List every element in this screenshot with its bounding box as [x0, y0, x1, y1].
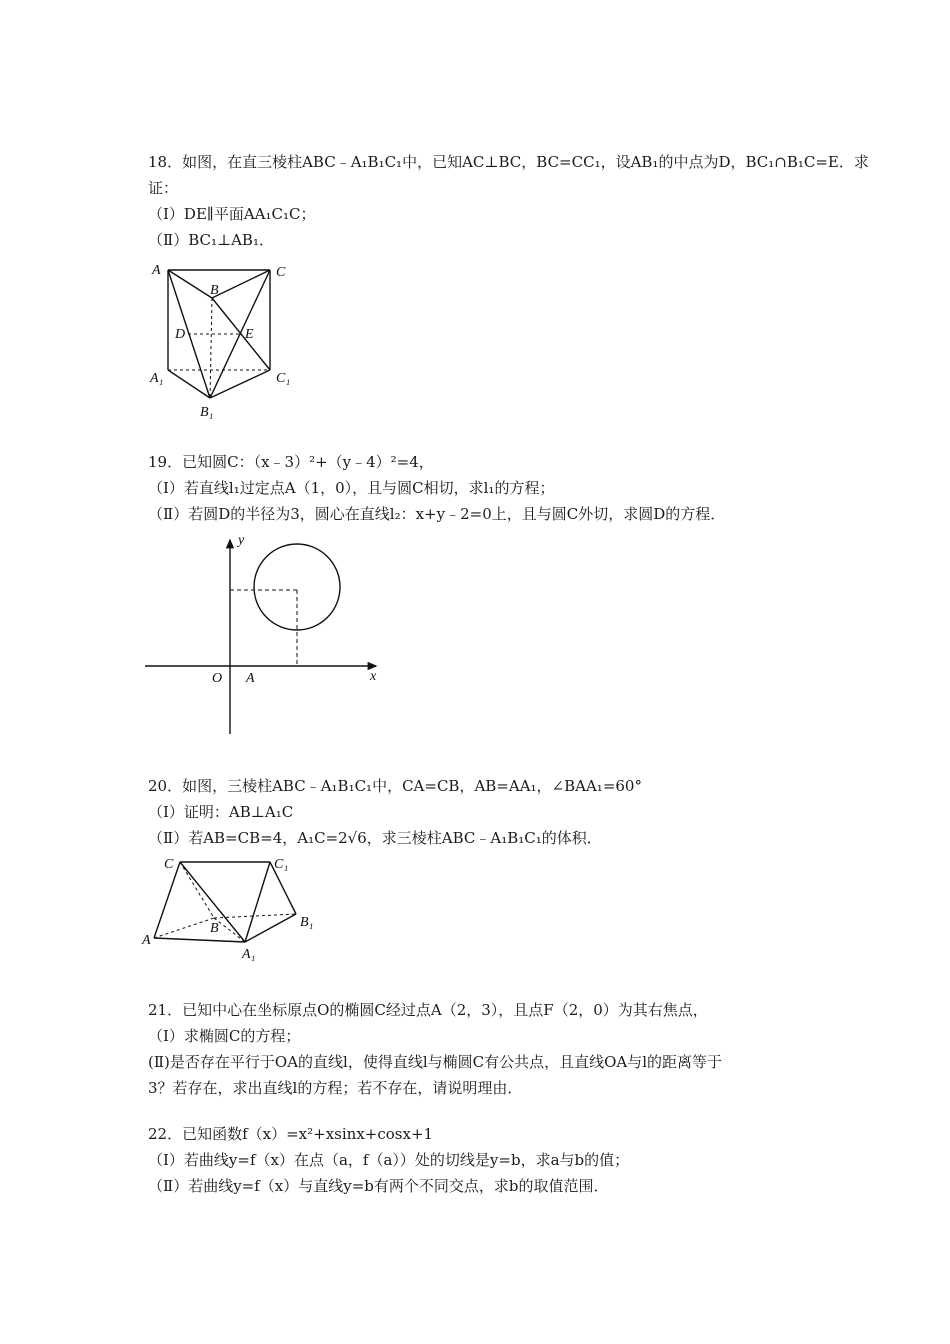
fig18-label-e: E	[245, 327, 254, 342]
q19-part-1: （Ⅰ）若直线l₁过定点A（1，0），且与圆C相切，求l₁的方程；	[148, 479, 555, 497]
q20-prism-figure	[140, 852, 320, 964]
fig18-label-d: D	[175, 327, 186, 342]
q19-line-1: 19．已知圆C：（x﹣3）²+（y﹣4）²=4，	[148, 453, 434, 471]
q21-part-1: （Ⅰ）求椭圆C的方程；	[148, 1027, 301, 1045]
q20-part-1: （Ⅰ）证明：AB⊥A₁C	[148, 803, 294, 821]
q21-part-2: (Ⅱ)是否存在平行于OA的直线l，使得直线l与椭圆C有公共点，且直线OA与l的距离等于	[148, 1053, 723, 1071]
fig18-label-a1: A₁	[150, 371, 164, 386]
fig19-label-x: x	[370, 669, 377, 684]
fig18-label-c: C	[276, 265, 286, 280]
fig20-label-a: A	[142, 933, 151, 948]
fig20-label-b1: B₁	[300, 915, 314, 930]
fig20-label-a1: A₁	[242, 947, 256, 962]
fig18-label-b: B	[210, 283, 219, 298]
q18-part-2: （Ⅱ）BC₁⊥AB₁．	[148, 231, 274, 249]
fig20-label-c: C	[164, 857, 174, 872]
q18-prism-figure	[140, 258, 310, 424]
q21-part-2-cont: 3？若存在，求出直线l的方程；若不存在，请说明理由．	[148, 1079, 523, 1097]
fig18-label-a: A	[152, 263, 161, 278]
q19-circle-figure	[140, 530, 390, 738]
q18-line-2: 证：	[148, 179, 179, 197]
fig19-label-a: A	[246, 671, 255, 686]
fig20-label-c1: C₁	[274, 857, 289, 872]
fig18-label-b1: B₁	[200, 405, 214, 420]
q20-line-1: 20．如图，三棱柱ABC﹣A₁B₁C₁中，CA=CB，AB=AA₁，∠BAA₁=60°	[148, 777, 642, 795]
fig20-label-b: B	[210, 921, 219, 936]
q22-part-1: （Ⅰ）若曲线y=f（x）在点（a，f（a））处的切线是y=b，求a与b的值；	[148, 1151, 630, 1169]
q22-line-1: 22．已知函数f（x）=x²+xsinx+cosx+1	[148, 1125, 434, 1143]
fig19-label-o: O	[212, 671, 223, 686]
fig18-label-c1: C₁	[276, 371, 291, 386]
fig19-label-y: y	[238, 533, 245, 548]
q20-part-2: （Ⅱ）若AB=CB=4，A₁C=2√6，求三棱柱ABC﹣A₁B₁C₁的体积．	[148, 829, 602, 847]
q19-part-2: （Ⅱ）若圆D的半径为3，圆心在直线l₂：x+y﹣2=0上，且与圆C外切，求圆D的方程．	[148, 505, 726, 523]
q21-line-1: 21．已知中心在坐标原点O的椭圆C经过点A（2，3），且点F（2，0）为其右焦点，	[148, 1001, 708, 1019]
q18-line-1: 18．如图，在直三棱柱ABC﹣A₁B₁C₁中，已知AC⊥BC，BC=CC₁，设AB₁的中点为D，BC₁∩B₁C=E．求	[148, 153, 869, 171]
q22-part-2: （Ⅱ）若曲线y=f（x）与直线y=b有两个不同交点，求b的取值范围．	[148, 1177, 609, 1195]
q18-part-1: （Ⅰ）DE∥平面AA₁C₁C；	[148, 205, 316, 223]
